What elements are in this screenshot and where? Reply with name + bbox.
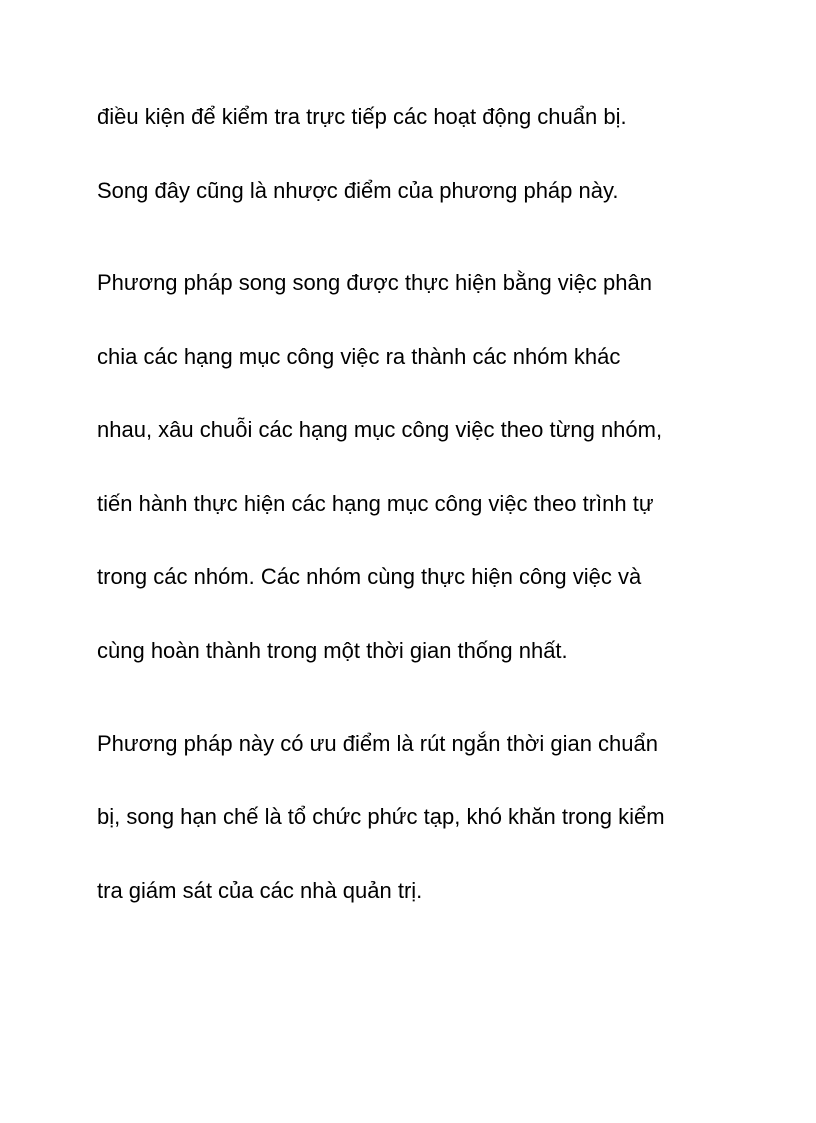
text-line: trong các nhóm. Các nhóm cùng thực hiện công việc và (97, 564, 642, 589)
text-line: chia các hạng mục công việc ra thành các nhóm khác (97, 344, 621, 369)
text-line: bị, song hạn chế là tổ chức phức tạp, khó khăn trong kiểm (97, 804, 665, 829)
text-line: Phương pháp này có ưu điểm là rút ngắn thời gian chuẩn (97, 731, 658, 756)
text-line: nhau, xâu chuỗi các hạng mục công việc theo từng nhóm, (97, 417, 663, 442)
text-line: tiến hành thực hiện các hạng mục công việc theo trình tự (97, 491, 654, 516)
text-line: điều kiện để kiểm tra trực tiếp các hoạt động chuẩn bị. (97, 104, 627, 129)
text-line: Phương pháp song song được thực hiện bằng việc phân (97, 270, 652, 295)
text-line: tra giám sát của các nhà quản trị. (97, 878, 423, 903)
text-line: Song đây cũng là nhược điểm của phương pháp này. (97, 178, 619, 203)
text-line: cùng hoàn thành trong một thời gian thống nhất. (97, 638, 568, 663)
